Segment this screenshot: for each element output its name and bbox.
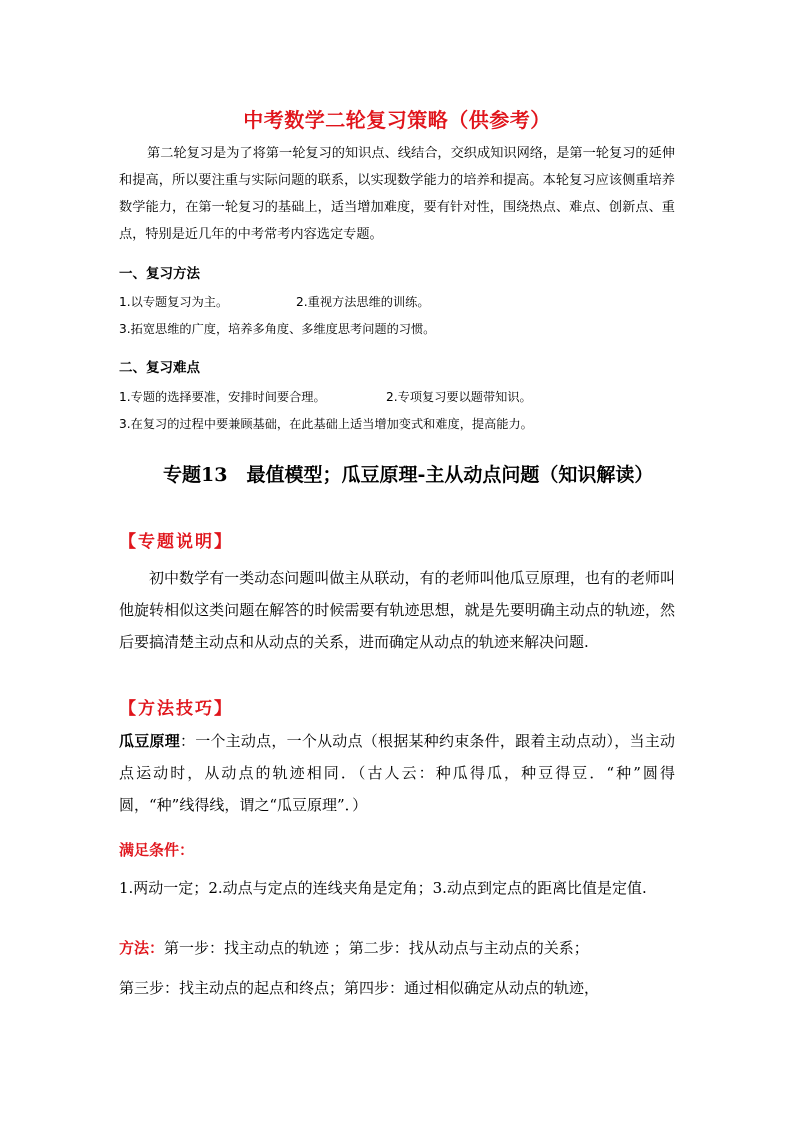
section1-item3: 3.拓宽思维的广度，培养多角度、多维度思考问题的习惯。: [119, 322, 436, 336]
section2-item2: 2.专项复习要以题带知识。: [386, 390, 532, 404]
principle-paragraph: [119, 725, 675, 821]
section2-item1: 1.专题的选择要准，安排时间要合理。: [119, 390, 326, 404]
section2-item3: 3.在复习的过程中要兼顾基础，在此基础上适当增加变式和难度，提高能力。: [119, 417, 533, 431]
conditions-text-1: 1.两动一定；: [119, 879, 209, 897]
tag-method: 【方法技巧】: [119, 699, 233, 719]
section2-heading: 二、复习难点: [119, 360, 200, 376]
tag-explain: 【专题说明】: [119, 532, 233, 552]
method-step12: 第一步：找主动点的轨迹 ；第二步：找从动点与主动点的关系；: [164, 939, 589, 957]
section1-item1: 1.以专题复习为主。: [119, 295, 229, 309]
intro-paragraph: 第二轮复习是为了将第一轮复习的知识点、线结合，交织成知识网络，是第一轮复习的延伸和提高，所以要注重与实际问题的联系，以实现数学能力的培养和提高。本轮复习应该侧重培养数学能力，在第一轮复习的基础上，适当增加难度，要有针对性，围绕热点、难点、创新点、重点，特别是近几年的中考常考内容选定专题。: [119, 146, 675, 242]
conditions-text-2: 2.动点与定点的连线夹角是定角；: [208, 879, 433, 897]
method-label: 方法：: [119, 939, 165, 957]
method-step34: 第三步：找主动点的起点和终点；第四步：通过相似确定从动点的轨迹，: [119, 979, 600, 997]
page-title: 中考数学二轮复习策略（供参考）: [243, 108, 551, 132]
principle-label: 瓜豆原理: [119, 732, 180, 750]
method-line: [119, 932, 675, 964]
principle-text: ：一个主动点，一个从动点（根据某种约束条件，跟着主动点动），当主动点运动时，从动点的轨迹相同．（古人云：种瓜得瓜，种豆得豆．“种”圆得圆，“种”线得线，谓之“瓜豆原理”．）: [119, 732, 675, 814]
section1-item2: 2.重视方法思维的训练。: [296, 295, 430, 309]
conditions-label: 满足条件：: [119, 841, 195, 859]
explain-paragraph: 初中数学有一类动态问题叫做主从联动，有的老师叫他瓜豆原理，也有的老师叫他旋转相似这类问题在解答的时候需要有轨迹思想，就是先要明确主动点的轨迹，然后要搞清楚主动点和从动点的关系，进而确定从动点的轨迹来解决问题.: [119, 569, 675, 651]
conditions-paragraph: [119, 876, 675, 900]
topic-title: 专题13 最值模型；瓜豆原理-主从动点问题（知识解读）: [163, 464, 654, 486]
section1-heading: 一、复习方法: [119, 266, 200, 282]
conditions-text-3: 3.动点到定点的距离比值是定值.: [432, 879, 647, 897]
